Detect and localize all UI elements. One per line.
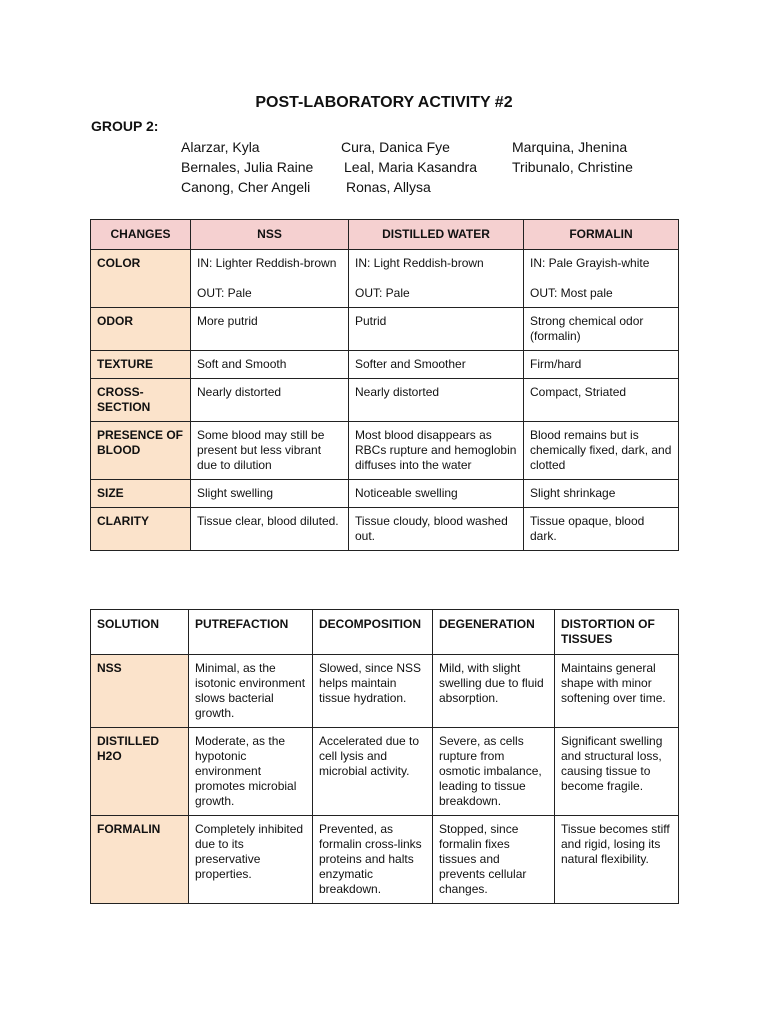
page-title: POST-LABORATORY ACTIVITY #2 (255, 94, 513, 111)
member-name: Ronas, Allysa (346, 179, 431, 195)
table-header-row (91, 610, 679, 655)
table-cell: Stopped, since formalin fixes tissues and prevents cellular changes. (433, 816, 555, 904)
table-cell (524, 351, 679, 379)
row-label: CROSS-SECTION (91, 379, 191, 422)
table-cell (524, 422, 679, 480)
solution-effects-table (90, 609, 679, 904)
table-cell (191, 250, 349, 308)
table-cell (349, 351, 524, 379)
table-row (91, 508, 679, 551)
table-row (91, 250, 679, 308)
cell-text: OUT: Pale (355, 286, 410, 300)
table-cell (349, 379, 524, 422)
row-label: ODOR (91, 308, 191, 351)
table-row (91, 728, 679, 816)
cell-text: Strong chemical odor (formalin) (530, 314, 644, 343)
table-cell (191, 480, 349, 508)
table-cell (191, 379, 349, 422)
table-cell: Significant swelling and structural loss, causing tissue to become fragile. (555, 728, 679, 816)
table-cell (349, 308, 524, 351)
cell-text: Soft and Smooth (197, 357, 287, 371)
cell-text: Slight swelling (197, 486, 274, 500)
table-cell (524, 508, 679, 551)
member-name: Cura, Danica Fye (341, 139, 450, 155)
row-label: DISTILLED H2O (91, 728, 189, 816)
row-label: CLARITY (91, 508, 191, 551)
header-formalin: FORMALIN (524, 220, 679, 250)
header-changes: CHANGES (91, 220, 191, 250)
table-cell (191, 351, 349, 379)
row-label: COLOR (91, 250, 191, 308)
table-cell: Moderate, as the hypotonic environment promotes microbial growth. (189, 728, 313, 816)
table-cell (524, 250, 679, 308)
cell-text: IN: Lighter Reddish-brown (197, 256, 337, 270)
table-cell (524, 308, 679, 351)
cell-text: Some blood may still be present but less vibrant due to dilution (197, 428, 325, 472)
table-cell: Mild, with slight swelling due to fluid absorption. (433, 655, 555, 728)
members-column-2 (341, 137, 477, 197)
table-row (91, 351, 679, 379)
table-cell: Maintains general shape with minor softening over time. (555, 655, 679, 728)
cell-text: Tissue clear, blood diluted. (197, 514, 339, 528)
row-label: FORMALIN (91, 816, 189, 904)
table-cell (191, 508, 349, 551)
table-row (91, 379, 679, 422)
cell-text: Putrid (355, 314, 387, 328)
header-distortion-of-tissues: DISTORTION OF TISSUES (555, 610, 679, 655)
group-label: GROUP 2: (91, 118, 159, 134)
table-header-row (91, 220, 679, 250)
cell-text: Tissue opaque, blood dark. (530, 514, 645, 543)
cell-text: Nearly distorted (197, 385, 282, 399)
cell-text: OUT: Pale (197, 286, 252, 300)
header-distilled-water: DISTILLED WATER (349, 220, 524, 250)
cell-text: IN: Light Reddish-brown (355, 256, 484, 270)
row-label: NSS (91, 655, 189, 728)
table-cell: Accelerated due to cell lysis and microbial activity. (313, 728, 433, 816)
header-putrefaction: PUTREFACTION (189, 610, 313, 655)
cell-text: Blood remains but is chemically fixed, dark, and clotted (530, 428, 672, 472)
row-label: PRESENCE OF BLOOD (91, 422, 191, 480)
cell-text: Tissue cloudy, blood washed out. (355, 514, 508, 543)
cell-text: Firm/hard (530, 357, 582, 371)
table-row (91, 816, 679, 904)
table-cell (191, 308, 349, 351)
table-cell: Minimal, as the isotonic environment slows bacterial growth. (189, 655, 313, 728)
cell-text: Compact, Striated (530, 385, 627, 399)
table-row (91, 422, 679, 480)
cell-text: Most blood disappears as RBCs rupture and hemoglobin diffuses into the water (355, 428, 517, 472)
header-solution: SOLUTION (91, 610, 189, 655)
table-row (91, 308, 679, 351)
table-cell (524, 480, 679, 508)
table-cell (349, 250, 524, 308)
table-cell: Severe, as cells rupture from osmotic imbalance, leading to tissue breakdown. (433, 728, 555, 816)
member-name: Alarzar, Kyla (181, 139, 260, 155)
table-cell: Completely inhibited due to its preservative properties. (189, 816, 313, 904)
changes-table (90, 219, 679, 551)
table-row (91, 480, 679, 508)
table-cell: Slowed, since NSS helps maintain tissue hydration. (313, 655, 433, 728)
cell-text: OUT: Most pale (530, 286, 613, 300)
table-cell (524, 379, 679, 422)
row-label: TEXTURE (91, 351, 191, 379)
header-degeneration: DEGENERATION (433, 610, 555, 655)
cell-text: Noticeable swelling (355, 486, 458, 500)
members-column-3 (512, 137, 633, 177)
table-cell: Prevented, as formalin cross-links proteins and halts enzymatic breakdown. (313, 816, 433, 904)
table-cell: Tissue becomes stiff and rigid, losing its natural flexibility. (555, 816, 679, 904)
cell-text: Nearly distorted (355, 385, 440, 399)
member-name: Canong, Cher Angeli (181, 179, 311, 195)
cell-text: Slight shrinkage (530, 486, 616, 500)
member-name: Leal, Maria Kasandra (344, 159, 478, 175)
table-cell (191, 422, 349, 480)
member-name: Tribunalo, Christine (512, 159, 633, 175)
table-cell (349, 422, 524, 480)
members-column-1 (181, 137, 313, 197)
header-decomposition: DECOMPOSITION (313, 610, 433, 655)
table-row (91, 655, 679, 728)
member-name: Bernales, Julia Raine (181, 159, 314, 175)
table-cell (349, 508, 524, 551)
cell-text: More putrid (197, 314, 258, 328)
cell-text: Softer and Smoother (355, 357, 466, 371)
row-label: SIZE (91, 480, 191, 508)
cell-text: IN: Pale Grayish-white (530, 256, 650, 270)
header-nss: NSS (191, 220, 349, 250)
member-name: Marquina, Jhenina (512, 139, 628, 155)
table-cell (349, 480, 524, 508)
